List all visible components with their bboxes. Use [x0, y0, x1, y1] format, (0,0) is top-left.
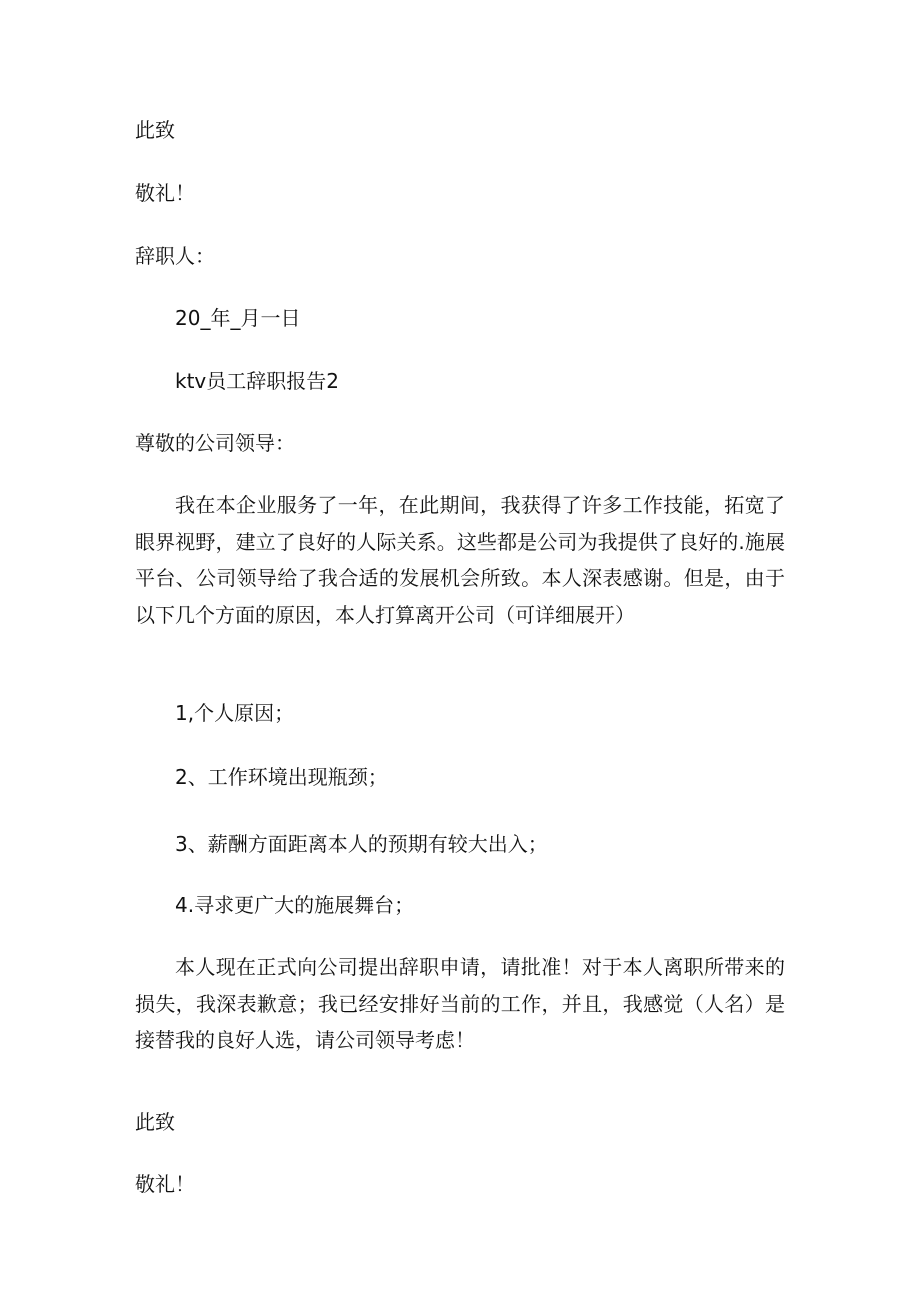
salute-text: 敬礼！ [135, 1172, 195, 1196]
body-paragraph: 本人现在正式向公司提出辞职申请，请批准！对于本人离职所带来的损失，我深表歉意；我已经安排好当前的工作，并且，我感觉（人名）是接替我的良好人选，请公司领导考虑！ [135, 955, 785, 1052]
closing-text: 此致 [135, 118, 175, 142]
date-line: 20_年_月一日 [175, 306, 301, 330]
greeting: 尊敬的公司领导： [135, 431, 295, 455]
closing-text: 此致 [135, 1110, 175, 1134]
report-title: ktv员工辞职报告2 [175, 369, 339, 393]
reason-item: 1,个人原因； [175, 701, 295, 725]
body-paragraph: 我在本企业服务了一年，在此期间，我获得了许多工作技能，拓宽了眼界视野，建立了良好的人际关系。这些都是公司为我提供了良好的.施展平台、公司领导给了我合适的发展机会所致。本人深表感谢。但是，由于以下几个方面的原因，本人打算离开公司（可详细展开） [135, 493, 785, 627]
reason-item: 2、工作环境出现瓶颈； [175, 765, 388, 789]
salute-text: 敬礼！ [135, 181, 195, 205]
signature-label: 辞职人： [135, 244, 215, 268]
reason-item: 3、薪酬方面距离本人的预期有较大出入； [175, 832, 548, 856]
reason-item: 4.寻求更广大的施展舞台； [175, 893, 415, 917]
